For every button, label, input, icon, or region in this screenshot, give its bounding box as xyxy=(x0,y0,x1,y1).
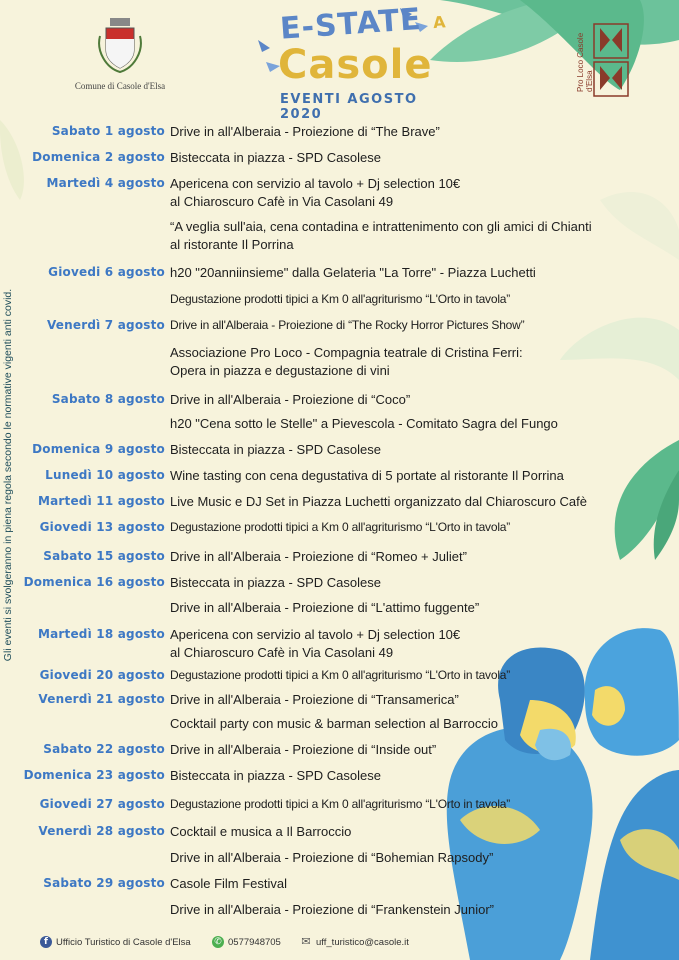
event-row: h20 "Cena sotto le Stelle" a Pievescola - Comitato Sagra del Fungo xyxy=(170,416,558,431)
title-top: E-STATE A xyxy=(278,1,448,47)
event-row: Drive in all'Alberaia - Proiezione di “Bohemian Rapsody” xyxy=(170,850,494,865)
proloco-label: Pro Loco Casole d'Elsa xyxy=(576,32,594,92)
event-row: Giovedi 13 agosto Degustazione prodotti tipici a Km 0 all'agriturismo “L'Orto in tavola” xyxy=(39,520,511,534)
crest-label: Comune di Casole d'Elsa xyxy=(74,81,166,91)
event-row: Martedì 4 agosto Apericena con servizio al tavolo + Dj selection 10€ xyxy=(46,176,461,191)
event-row: Drive in all'Alberaia - Proiezione di “L'attimo fuggente” xyxy=(170,600,480,615)
event-row: Lunedì 10 agosto Wine tasting con cena degustativa di 5 portate al ristorante Il Porrina xyxy=(45,468,564,483)
event-row: Venerdì 28 agosto Cocktail e musica a Il Barroccio xyxy=(38,824,352,839)
event-row: Domenica 9 agosto Bisteccata in piazza - SPD Casolese xyxy=(32,442,381,457)
event-row: Venerdì 7 agosto Drive in all'Alberaia - Proiezione di “The Rocky Horror Pictures Show” xyxy=(46,318,525,332)
event-row: Sabato 22 agosto Drive in all'Alberaia - Proiezione di “Inside out” xyxy=(43,742,437,757)
event-row: Giovedi 6 agosto h20 "20anniinsieme" dalla Gelateria "La Torre" - Piazza Luchetti xyxy=(48,265,536,280)
event-row: al Chiaroscuro Cafè in Via Casolani 49 xyxy=(170,645,394,660)
event-row: Domenica 16 agosto Bisteccata in piazza - SPD Casolese xyxy=(23,575,381,590)
event-row: Giovedi 20 agosto Degustazione prodotti tipici a Km 0 all'agriturismo “L'Orto in tavola” xyxy=(39,668,511,682)
proloco-logo-icon xyxy=(580,20,630,100)
event-row: Sabato 29 agosto Casole Film Festival xyxy=(43,876,288,891)
event-row: Domenica 2 agosto Bisteccata in piazza - SPD Casolese xyxy=(32,150,381,165)
footer-facebook[interactable]: f Ufficio Turistico di Casole d'Elsa xyxy=(40,936,191,948)
event-row: Venerdì 21 agosto Drive in all'Alberaia - Proiezione di “Transamerica” xyxy=(38,692,459,707)
event-row: Martedì 18 agosto Apericena con servizio al tavolo + Dj selection 10€ xyxy=(37,627,461,642)
event-row: “A veglia sull'aia, cena contadina e intrattenimento con gli amici di Chianti xyxy=(170,219,592,234)
footer-email[interactable]: ✉ uff_turistico@casole.it xyxy=(301,935,409,948)
facebook-icon: f xyxy=(40,936,52,948)
event-row: Domenica 23 agosto Bisteccata in piazza - SPD Casolese xyxy=(23,768,381,783)
poster-title xyxy=(250,1,450,122)
title-main: Casole xyxy=(278,42,433,88)
event-row: al ristorante Il Porrina xyxy=(170,237,294,252)
title-subtitle: EVENTI AGOSTO 2020 xyxy=(280,92,418,122)
event-row: Martedì 11 agosto Live Music e DJ Set in Piazza Luchetti organizzato dal Chiaroscuro Cafè xyxy=(37,494,587,509)
whatsapp-icon: ✆ xyxy=(212,936,224,948)
event-row: Sabato 15 agosto Drive in all'Alberaia - Proiezione di “Romeo + Juliet” xyxy=(43,549,467,564)
crest-icon xyxy=(96,16,144,74)
event-row: Opera in piazza e degustazione di vini xyxy=(170,363,390,378)
event-row: Sabato 8 agosto Drive in all'Alberaia - Proiezione di “Coco” xyxy=(51,392,411,407)
event-row: Cocktail party con music & barman selection al Barroccio xyxy=(170,716,499,731)
municipality-crest xyxy=(70,16,170,91)
event-row: Associazione Pro Loco - Compagnia teatrale di Cristina Ferri: xyxy=(170,345,523,360)
footer-contacts xyxy=(40,936,640,956)
event-row: Sabato 1 agosto Drive in all'Alberaia - Proiezione di “The Brave” xyxy=(51,124,440,139)
footer-phone[interactable]: ✆ 0577948705 xyxy=(212,936,281,948)
event-row: Giovedi 27 agosto Degustazione prodotti tipici a Km 0 all'agriturismo “L'Orto in tavola” xyxy=(39,797,511,811)
email-icon: ✉ xyxy=(301,935,311,948)
covid-side-note: Gli eventi si svolgeranno in piena regola secondo le normative vigenti anti covid. xyxy=(2,288,14,662)
event-row: al Chiaroscuro Cafè in Via Casolani 49 xyxy=(170,194,394,209)
event-row: Degustazione prodotti tipici a Km 0 all'agriturismo “L'Orto in tavola” xyxy=(170,292,511,306)
event-row: Drive in all'Alberaia - Proiezione di “Frankenstein Junior” xyxy=(170,902,495,917)
